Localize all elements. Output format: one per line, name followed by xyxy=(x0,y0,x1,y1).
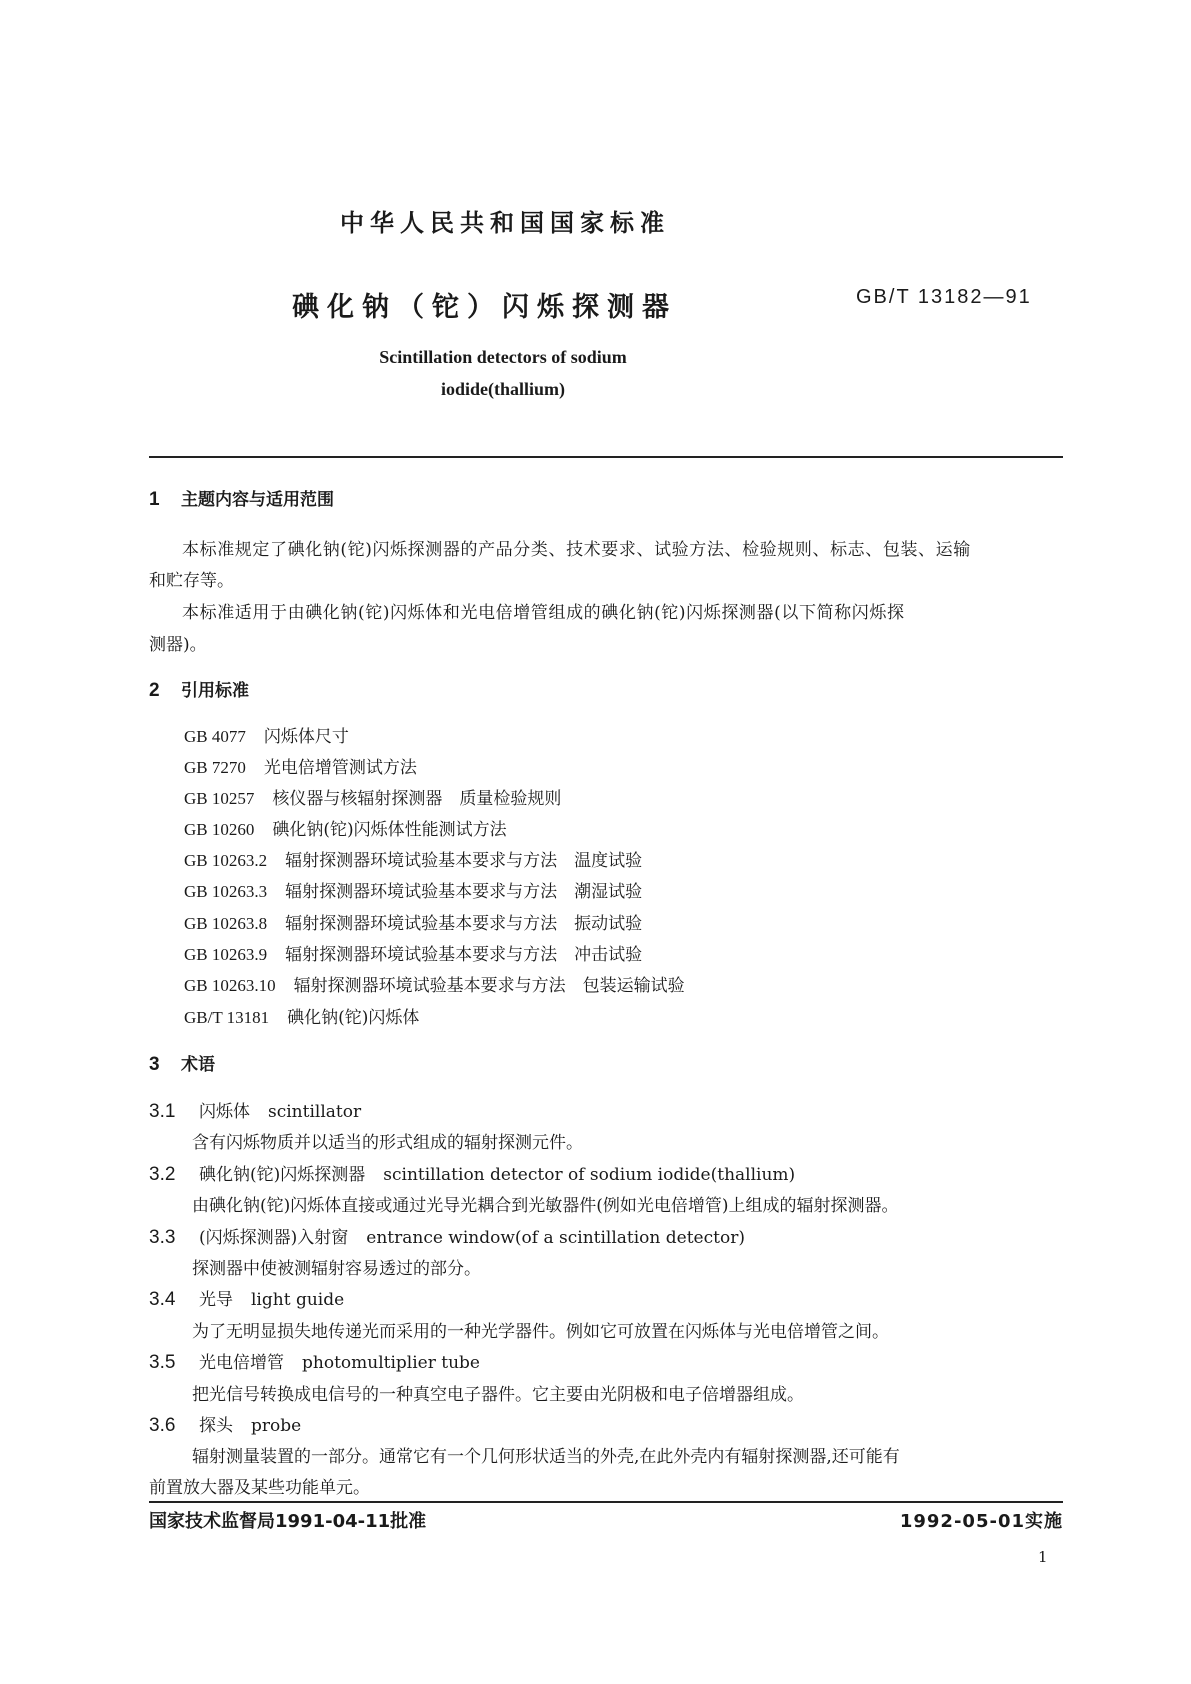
reference-title: 碘化钠(铊)闪烁体性能测试方法 xyxy=(272,820,507,840)
term-definition: 由碘化钠(铊)闪烁体直接或通过光导光耦合到光敏器件(例如光电倍增管)上组成的辐射探测器。 xyxy=(192,1196,899,1216)
section-number: 3 xyxy=(149,1054,160,1075)
term-definition: 前置放大器及某些功能单元。 xyxy=(149,1478,370,1498)
header-rule xyxy=(149,456,1063,458)
term-cn: 碘化钠(铊)闪烁探测器 xyxy=(199,1165,366,1185)
section-title: 引用标准 xyxy=(181,681,249,701)
term-heading xyxy=(149,1289,344,1311)
term-definition: 探测器中使被测辐射容易透过的部分。 xyxy=(192,1259,481,1279)
reference-item xyxy=(184,788,561,810)
reference-code: GB 10263.3 xyxy=(184,882,268,901)
paragraph-line: 测器)。 xyxy=(149,635,207,655)
reference-code: GB/T 13181 xyxy=(184,1008,270,1027)
reference-item xyxy=(184,913,642,935)
term-number: 3.4 xyxy=(149,1289,176,1310)
section-number: 2 xyxy=(149,680,160,701)
term-number: 3.5 xyxy=(149,1352,176,1373)
section-3-heading xyxy=(149,1054,215,1076)
term-number: 3.6 xyxy=(149,1415,176,1436)
reference-item xyxy=(184,850,642,872)
reference-item xyxy=(184,881,642,903)
term-cn: 光导 xyxy=(199,1290,233,1310)
term-cn: (闪烁探测器)入射窗 xyxy=(199,1228,349,1248)
reference-item xyxy=(184,726,349,748)
term-heading xyxy=(149,1227,745,1249)
reference-title: 辐射探测器环境试验基本要求与方法 冲击试验 xyxy=(285,945,643,965)
section-number: 1 xyxy=(149,489,160,510)
reference-code: GB 10263.2 xyxy=(184,851,268,870)
reference-item xyxy=(184,975,685,997)
term-definition: 含有闪烁物质并以适当的形式组成的辐射探测元件。 xyxy=(192,1133,583,1153)
paragraph-line: 本标准规定了碘化钠(铊)闪烁探测器的产品分类、技术要求、试验方法、检验规则、标志、包装、运输 xyxy=(182,540,971,560)
reference-title: 辐射探测器环境试验基本要求与方法 温度试验 xyxy=(285,851,643,871)
reference-code: GB 10263.8 xyxy=(184,914,268,933)
section-title: 主题内容与适用范围 xyxy=(181,490,334,510)
reference-code: GB 10263.9 xyxy=(184,945,268,964)
term-cn: 闪烁体 xyxy=(199,1102,250,1122)
reference-code: GB 10263.10 xyxy=(184,976,276,995)
section-1-heading xyxy=(149,489,334,511)
reference-title: 辐射探测器环境试验基本要求与方法 潮湿试验 xyxy=(285,882,643,902)
reference-item xyxy=(184,944,642,966)
reference-title: 辐射探测器环境试验基本要求与方法 包装运输试验 xyxy=(293,976,685,996)
reference-code: GB 7270 xyxy=(184,758,246,777)
page-number: 1 xyxy=(1038,1548,1048,1566)
national-standard-heading: 中华人民共和国国家标准 xyxy=(340,209,670,237)
term-number: 3.2 xyxy=(149,1164,176,1185)
approval-note: 国家技术监督局1991-04-11批准 xyxy=(149,1511,427,1532)
reference-item xyxy=(184,1007,419,1029)
term-heading xyxy=(149,1415,301,1437)
paragraph-line: 和贮存等。 xyxy=(149,571,234,591)
term-en: photomultiplier tube xyxy=(302,1353,480,1373)
reference-code: GB 10260 xyxy=(184,820,255,839)
effective-date: 1992-05-01实施 xyxy=(899,1511,1063,1532)
reference-title: 核仪器与核辐射探测器 质量检验规则 xyxy=(272,789,562,809)
reference-code: GB 4077 xyxy=(184,727,246,746)
term-heading xyxy=(149,1164,795,1186)
reference-title: 辐射探测器环境试验基本要求与方法 振动试验 xyxy=(285,914,643,934)
reference-title: 闪烁体尺寸 xyxy=(263,727,349,747)
document-title-cn: 碘化钠（铊）闪烁探测器 xyxy=(292,292,677,323)
term-en: light guide xyxy=(251,1290,345,1310)
reference-title: 光电倍增管测试方法 xyxy=(263,758,417,778)
term-en: entrance window(of a scintillation detector) xyxy=(366,1228,745,1248)
term-en: probe xyxy=(251,1416,302,1436)
term-definition: 把光信号转换成电信号的一种真空电子器件。它主要由光阴极和电子倍增器组成。 xyxy=(192,1385,804,1405)
reference-item xyxy=(184,819,507,841)
paragraph-line: 本标准适用于由碘化钠(铊)闪烁体和光电倍增管组成的碘化钠(铊)闪烁探测器(以下简称闪烁探 xyxy=(182,603,905,623)
section-2-heading xyxy=(149,680,249,702)
term-number: 3.3 xyxy=(149,1227,176,1248)
term-definition: 为了无明显损失地传递光而采用的一种光学器件。例如它可放置在闪烁体与光电倍增管之间。 xyxy=(192,1322,889,1342)
footer-rule xyxy=(149,1501,1063,1503)
term-heading xyxy=(149,1352,480,1374)
document-title-en-line2: iodide(thallium) xyxy=(440,379,565,399)
section-title: 术语 xyxy=(181,1055,215,1075)
term-heading xyxy=(149,1101,361,1123)
term-cn: 探头 xyxy=(199,1416,233,1436)
reference-code: GB 10257 xyxy=(184,789,255,808)
reference-item xyxy=(184,757,417,779)
term-definition: 辐射测量装置的一部分。通常它有一个几何形状适当的外壳,在此外壳内有辐射探测器,还可能有 xyxy=(192,1447,900,1467)
term-number: 3.1 xyxy=(149,1101,176,1122)
standard-number: GB/T 13182—91 xyxy=(856,286,1032,308)
reference-title: 碘化钠(铊)闪烁体 xyxy=(287,1008,420,1028)
term-en: scintillator xyxy=(268,1102,362,1122)
term-en: scintillation detector of sodium iodide(thallium) xyxy=(383,1165,796,1185)
term-cn: 光电倍增管 xyxy=(199,1353,284,1373)
document-title-en-line1: Scintillation detectors of sodium xyxy=(379,347,627,367)
